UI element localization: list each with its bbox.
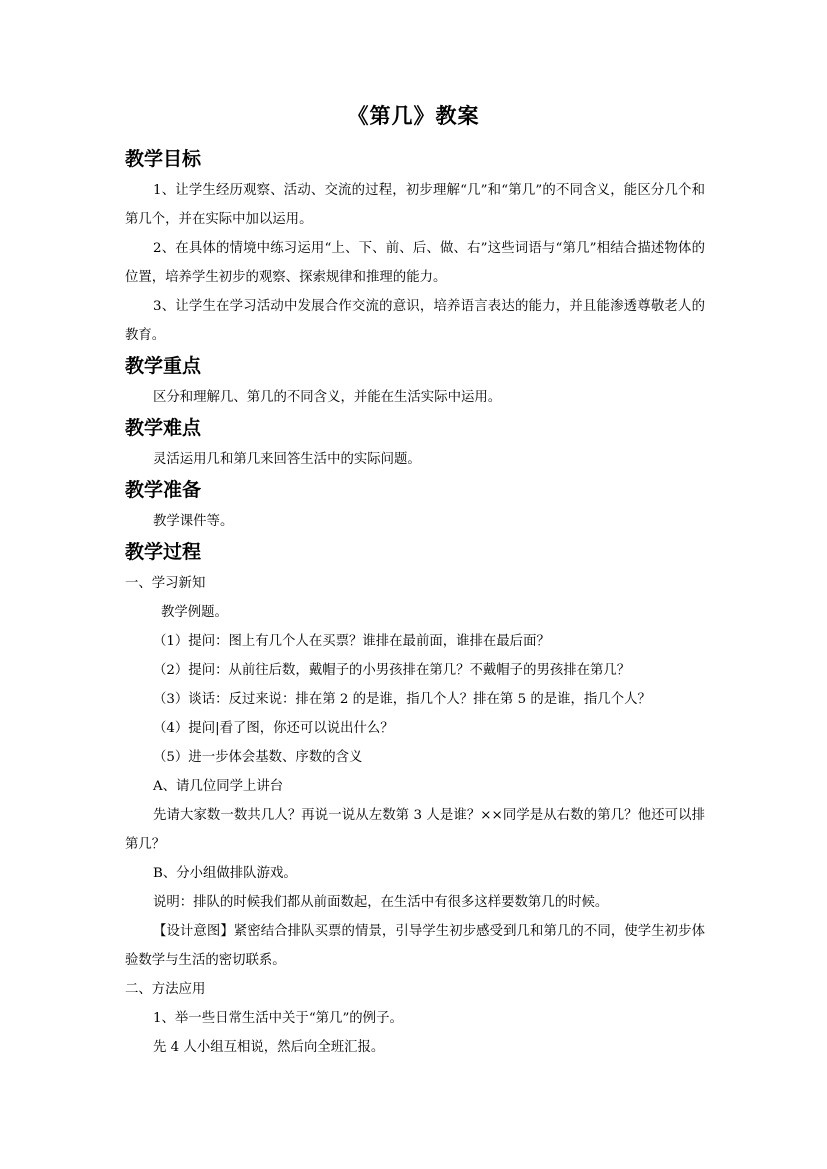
- section-heading-process: 教学过程: [125, 541, 202, 563]
- process-item: （5）进一步体会基数、序数的含义: [153, 750, 363, 765]
- preparation-paragraph: 教学课件等。: [153, 514, 234, 529]
- section-heading-objectives: 教学目标: [125, 148, 202, 170]
- process-item: 1、举一些日常生活中关于“第几”的例子。: [153, 1011, 403, 1026]
- design-intent-paragraph: 【设计意图】紧密结合排队买票的情景，引导学生初步感受到几和第几的不同，使学生初步体验数学与生活的密切联系。: [125, 924, 705, 968]
- process-item: 先 4 人小组互相说，然后向全班汇报。: [153, 1040, 385, 1055]
- process-subheading: 二、方法应用: [125, 982, 206, 997]
- key-points-paragraph: 区分和理解几、第几的不同含义，并能在生活实际中运用。: [153, 390, 502, 405]
- document-body: [125, 143, 705, 1062]
- process-item: （1）提问：图上有几个人在买票？谁排在最前面，谁排在最后面？: [153, 634, 550, 649]
- process-item: B、分小组做排队游戏。: [153, 866, 297, 881]
- process-item: （3）谈话：反过来说：排在第 2 的是谁，指几个人？排在第 5 的是谁，指几个人？: [153, 692, 651, 707]
- document-title: 《第几》教案: [347, 103, 480, 128]
- process-item: （4）提问|看了图，你还可以说出什么？: [153, 721, 394, 736]
- process-subheading: 一、学习新知: [125, 576, 206, 591]
- section-heading-difficulties: 教学难点: [125, 417, 202, 439]
- process-item: 先请大家数一数共几人？再说一说从左数第 3 人是谁？××同学是从右数的第几？他还可以排第几？: [125, 808, 705, 852]
- section-heading-key-points: 教学重点: [125, 355, 202, 377]
- difficulties-paragraph: 灵活运用几和第几来回答生活中的实际问题。: [153, 452, 421, 467]
- process-item: 说明：排队的时候我们都从前面数起，在生活中有很多这样要数第几的时候。: [153, 895, 609, 910]
- process-item: 教学例题。: [161, 605, 228, 620]
- objective-paragraph: 1、让学生经历观察、活动、交流的过程，初步理解“几”和“第几”的不同含义，能区分几个和第几个，并在实际中加以运用。: [125, 183, 705, 227]
- process-item: A、请几位同学上讲台: [153, 779, 284, 794]
- objective-paragraph: 3、让学生在学习活动中发展合作交流的意识，培养语言表达的能力，并且能渗透尊敬老人的教育。: [125, 299, 705, 343]
- section-heading-preparation: 教学准备: [125, 479, 202, 501]
- process-item: （2）提问：从前往后数，戴帽子的小男孩排在第几？不戴帽子的男孩排在第几？: [153, 663, 631, 678]
- objective-paragraph: 2、在具体的情境中练习运用“上、下、前、后、做、右”这些词语与“第几”相结合描述物体的位置，培养学生初步的观察、探索规律和推理的能力。: [125, 241, 705, 285]
